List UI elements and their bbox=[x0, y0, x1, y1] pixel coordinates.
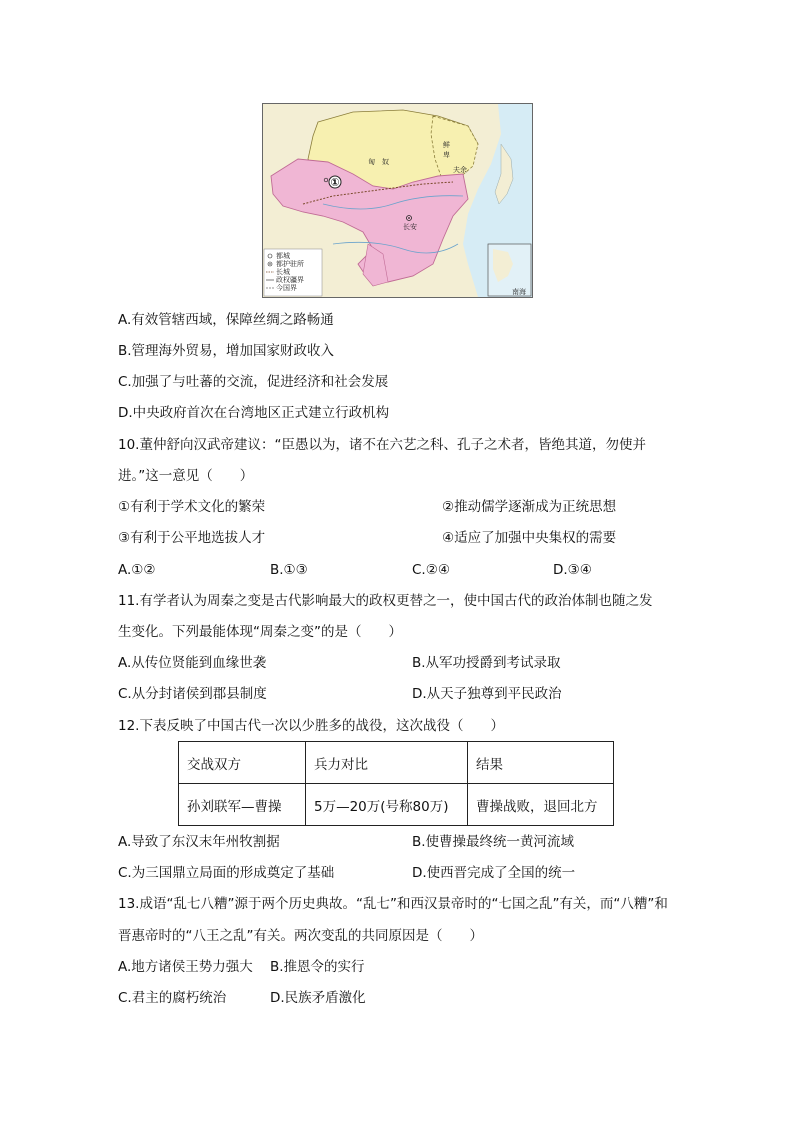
legend-modern-border: 今国界 bbox=[276, 284, 297, 292]
legend-boundary: 政权疆界 bbox=[276, 276, 304, 284]
legend-capital: 都城 bbox=[276, 252, 290, 260]
xianbei-label-2: 卑 bbox=[443, 151, 450, 159]
q10-stem-line2: 进。”这一意见（ ） bbox=[118, 468, 254, 484]
xianbei-label-1: 鲜 bbox=[443, 141, 450, 149]
q13-stem-line1: 13.成语“乱七八糟”源于两个历史典故。“乱七”和西汉景帝时的“七国之乱”有关，而“八糟”和 bbox=[118, 896, 668, 912]
q12-option-d: D.使西晋完成了全国的统一 bbox=[412, 865, 576, 881]
legend-protectorate: 都护驻所 bbox=[276, 260, 304, 268]
q10-option-a: A.①② bbox=[118, 562, 156, 578]
q13-option-d: D.民族矛盾激化 bbox=[270, 990, 366, 1006]
q12-option-a: A.导致了东汉末年州牧割据 bbox=[118, 834, 280, 850]
xiongnu-label: 匈 奴 bbox=[368, 158, 389, 166]
changan-label: 长安 bbox=[403, 223, 417, 231]
table-header-row bbox=[179, 742, 614, 784]
table-cell: 5万—20万(号称80万) bbox=[306, 784, 468, 826]
q11-option-c: C.从分封诸侯到郡县制度 bbox=[118, 686, 267, 702]
q11-option-b: B.从军功授爵到考试录取 bbox=[412, 655, 561, 671]
q10-option-d: D.③④ bbox=[553, 562, 592, 578]
q9-option-c: C.加强了与吐蕃的交流，促进经济和社会发展 bbox=[118, 374, 389, 390]
q12-option-c: C.为三国鼎立局面的形成奠定了基础 bbox=[118, 865, 335, 881]
q9-option-d: D.中央政府首次在台湾地区正式建立行政机构 bbox=[118, 405, 390, 421]
q11-option-d: D.从天子独尊到平民政治 bbox=[412, 686, 562, 702]
q10-stem-line1: 10.董仲舒向汉武帝建议：“臣愚以为，诸不在六艺之科、孔子之术者，皆绝其道，勿使并 bbox=[118, 437, 646, 453]
q13-option-c: C.君主的腐朽统治 bbox=[118, 990, 227, 1006]
q13-option-b: B.推恩令的实行 bbox=[270, 959, 365, 975]
legend-great-wall: 长城 bbox=[276, 268, 290, 276]
q10-option-b: B.①③ bbox=[270, 562, 308, 578]
q10-item-4: ④适应了加强中央集权的需要 bbox=[442, 530, 617, 546]
q11-stem-line2: 生变化。下列最能体现“周秦之变”的是（ ） bbox=[118, 624, 402, 640]
q10-item-2: ②推动儒学逐渐成为正统思想 bbox=[442, 499, 617, 515]
table-header-cell: 交战双方 bbox=[179, 742, 306, 784]
q9-option-b: B.管理海外贸易，增加国家财政收入 bbox=[118, 343, 335, 359]
q11-stem-line1: 11.有学者认为周秦之变是古代影响最大的政权更替之一，使中国古代的政治体制也随之发 bbox=[118, 593, 653, 609]
inset-label: 南海 bbox=[512, 288, 526, 296]
fuyu-label: 夫余 bbox=[453, 166, 467, 174]
historical-map bbox=[262, 103, 533, 298]
q10-option-c: C.②④ bbox=[412, 562, 450, 578]
table-header-cell: 结果 bbox=[468, 742, 614, 784]
table-cell: 曹操战败，退回北方 bbox=[468, 784, 614, 826]
table-cell: 孙刘联军—曹操 bbox=[179, 784, 306, 826]
q10-item-3: ③有利于公平地选拔人才 bbox=[118, 530, 266, 546]
q13-option-a: A.地方诸侯王势力强大 bbox=[118, 959, 253, 975]
q12-table bbox=[178, 741, 614, 826]
map-graphic bbox=[263, 104, 532, 297]
q11-option-a: A.从传位贤能到血缘世袭 bbox=[118, 655, 267, 671]
q13-stem-line2: 晋惠帝时的“八王之乱”有关。两次变乱的共同原因是（ ） bbox=[118, 928, 483, 944]
q9-option-a: A.有效管辖西域，保障丝绸之路畅通 bbox=[118, 312, 334, 328]
q12-stem: 12.下表反映了中国古代一次以少胜多的战役，这次战役（ ） bbox=[118, 718, 504, 734]
table-row bbox=[179, 784, 614, 826]
table-header-cell: 兵力对比 bbox=[306, 742, 468, 784]
q12-option-b: B.使曹操最终统一黄河流域 bbox=[412, 834, 575, 850]
map-marker-label: ① bbox=[330, 176, 340, 189]
q10-item-1: ①有利于学术文化的繁荣 bbox=[118, 499, 266, 515]
